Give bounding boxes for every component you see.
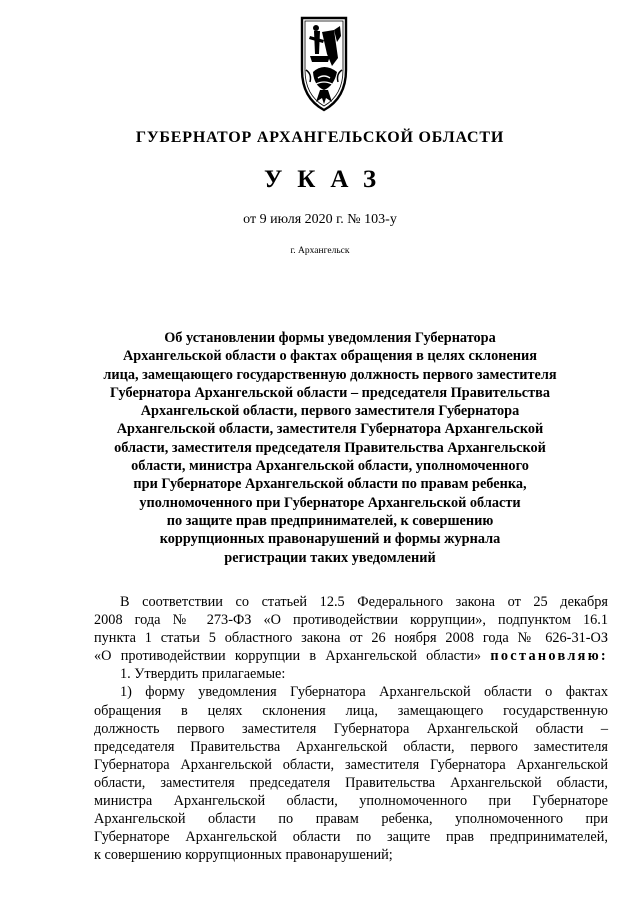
heading-line: Архангельской области, первого заместителя Губернатора bbox=[140, 403, 520, 420]
heading-line: лица, замещающего государственную должность первого заместителя bbox=[103, 366, 557, 383]
document-date-number: от 9 июля 2020 г. № 103-у bbox=[243, 212, 397, 227]
heading-line: Губернатора Архангельской области – председателя Правительства bbox=[110, 384, 550, 401]
heading-line: регистрации таких уведомлений bbox=[224, 549, 436, 566]
body-line-text: «О противодействии коррупции в Архангельской области» bbox=[94, 648, 482, 665]
body-line: Губернаторе Архангельской области по защите прав предпринимателей, bbox=[94, 829, 608, 846]
body-line bbox=[94, 647, 608, 665]
body-line: председателя Правительства Архангельской области, первого заместителя bbox=[94, 738, 608, 755]
document-type: УКАЗ bbox=[263, 166, 392, 193]
body-line: Губернатора Архангельской области, заместителя Губернатора Архангельской bbox=[94, 756, 608, 773]
issuing-authority: ГУБЕРНАТОР АРХАНГЕЛЬСКОЙ ОБЛАСТИ bbox=[135, 129, 505, 146]
heading-line: при Губернаторе Архангельской области по правам ребенка, bbox=[133, 476, 527, 493]
heading-line: области, заместителя председателя Правительства Архангельской bbox=[114, 439, 546, 456]
heading-line: уполномоченного при Губернаторе Архангельской области bbox=[139, 494, 521, 511]
heading-line: коррупционных правонарушений и формы журнала bbox=[159, 531, 501, 548]
decree-verb: постановляю: bbox=[490, 648, 608, 665]
document-heading bbox=[100, 329, 560, 567]
body-line: 1. Утвердить прилагаемые: bbox=[120, 666, 286, 683]
document-city: г. Архангельск bbox=[290, 246, 350, 256]
body-line: пункта 1 статьи 5 областного закона от 26 ноября 2008 года № 626-31-ОЗ bbox=[94, 630, 608, 647]
heading-line: Архангельской области, заместителя Губернатора Архангельской bbox=[116, 421, 544, 438]
body-line: к совершению коррупционных правонарушений; bbox=[94, 847, 393, 864]
heading-line: Архангельской области о фактах обращения в целях склонения bbox=[122, 348, 538, 365]
heading-line: области, министра Архангельской области, уполномоченного bbox=[131, 458, 529, 475]
body-line: 1) форму уведомления Губернатора Архангельской области о фактах bbox=[120, 684, 608, 701]
body-line: обращения в целях склонения лица, замещающего государственную bbox=[94, 702, 608, 719]
heading-line: Об установлении формы уведомления Губернатора bbox=[164, 330, 496, 346]
document-body bbox=[94, 593, 608, 864]
body-line: министра Архангельской области, уполномоченного при Губернаторе bbox=[94, 793, 608, 810]
body-line: должность первого заместителя Губернатора Архангельской области – bbox=[94, 720, 608, 737]
body-line: В соответствии со статьей 12.5 Федерального закона от 25 декабря bbox=[120, 594, 608, 610]
coat-of-arms-emblem bbox=[294, 14, 354, 114]
heading-line: по защите прав предпринимателей, к совершению bbox=[166, 512, 494, 529]
body-line: Архангельской области по правам ребенка, уполномоченного при bbox=[94, 811, 608, 828]
body-line: области, заместителя председателя Правительства Архангельской области, bbox=[94, 774, 608, 791]
body-line: 2008 года № 273-ФЗ «О противодействии коррупции», подпунктом 16.1 bbox=[94, 612, 608, 629]
